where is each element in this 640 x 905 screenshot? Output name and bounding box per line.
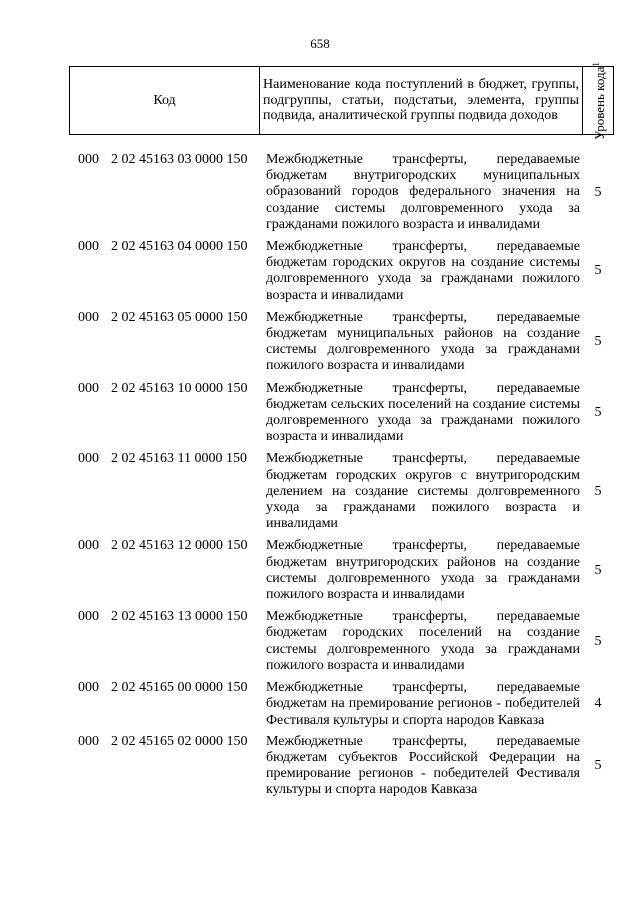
code-level: 5 [594, 334, 602, 350]
header-level [583, 61, 614, 140]
table-row [0, 152, 640, 233]
revenue-code: 2 02 45165 00 0000 150 [111, 680, 248, 696]
code-level: 5 [594, 758, 602, 774]
revenue-name: Межбюджетные трансферты, передаваемые бюджетам городских поселений на создание системы долговременного ухода за гражданами пожилого возраста и инвалидами [266, 609, 580, 673]
footnote-marker: 1 [590, 61, 601, 67]
revenue-name: Межбюджетные трансферты, передаваемые бюджетам сельских поселений на создание системы долговременного ухода за гражданами пожилого возраста и инвалидами [266, 380, 580, 445]
admin-code: 000 [78, 733, 99, 749]
code-level: 5 [594, 562, 602, 578]
revenue-code: 2 02 45163 11 0000 150 [111, 451, 247, 467]
revenue-code: 2 02 45163 12 0000 150 [111, 538, 248, 554]
table-row [0, 609, 640, 674]
table-header [69, 61, 614, 140]
revenue-name: Межбюджетные трансферты, передаваемые бюджетам на премирование регионов - победителей Фестиваля культуры и спорта народов Кавказа [266, 680, 580, 728]
revenue-name: Межбюджетные трансферты, передаваемые бюджетам городских округов с внутригородским делением на создание системы долговременного ухода за гражданами пожилого возраста и инвалидами [266, 451, 580, 532]
table-row [0, 239, 640, 304]
revenue-name: Межбюджетные трансферты, передаваемые бюджетам внутригородских районов на создание системы долговременного ухода за гражданами пожилого возраста и инвалидами [266, 538, 580, 603]
revenue-name: Межбюджетные трансферты, передаваемые бюджетам внутригородских муниципальных образований городов федерального значения на создание системы долговременного ухода за гражданами пожилого возраста и инвалидами [266, 152, 580, 232]
table-row [0, 310, 640, 375]
revenue-code: 2 02 45165 02 0000 150 [111, 733, 248, 749]
table-body [0, 152, 640, 799]
code-level: 5 [594, 633, 602, 649]
header-code: Код [70, 67, 260, 135]
table-row [0, 381, 640, 446]
admin-code: 000 [78, 538, 99, 554]
revenue-name: Межбюджетные трансферты, передаваемые бюджетам субъектов Российской Федерации на премирование регионов - победителей Фестиваля культуры и спорта народов Кавказа [266, 733, 580, 798]
admin-code: 000 [78, 380, 99, 396]
revenue-name: Межбюджетные трансферты, передаваемые бюджетам городских округов на создание системы долговременного ухода за гражданами пожилого возраста и инвалидами [266, 239, 580, 303]
table-row [0, 680, 640, 729]
admin-code: 000 [78, 609, 99, 625]
table-row [0, 538, 640, 603]
revenue-code: 2 02 45163 13 0000 150 [111, 609, 248, 625]
code-level: 5 [594, 405, 602, 421]
admin-code: 000 [78, 239, 99, 255]
revenue-code: 2 02 45163 10 0000 150 [111, 380, 248, 396]
admin-code: 000 [78, 309, 99, 325]
revenue-code: 2 02 45163 04 0000 150 [111, 239, 248, 255]
code-level: 5 [594, 184, 602, 200]
revenue-name: Межбюджетные трансферты, передаваемые бюджетам муниципальных районов на создание системы долговременного ухода за гражданами пожилого возраста и инвалидами [266, 309, 580, 374]
code-level: 5 [594, 263, 602, 279]
header-name: Наименование кода поступлений в бюджет, группы, подгруппы, статьи, подстатьи, элемента, группы подвида, аналитической группы подвида доходов [260, 67, 583, 135]
page-number: 658 [310, 36, 330, 51]
revenue-code: 2 02 45163 05 0000 150 [111, 309, 248, 325]
header-level-label: Уровень кода$^1$ [590, 61, 608, 140]
admin-code: 000 [78, 680, 99, 696]
code-level: 4 [594, 696, 602, 712]
admin-code: 000 [78, 451, 99, 467]
revenue-code: 2 02 45163 03 0000 150 [111, 152, 248, 167]
table-row [0, 734, 640, 799]
admin-code: 000 [78, 152, 99, 167]
code-level: 5 [594, 483, 602, 499]
table-row [0, 451, 640, 532]
